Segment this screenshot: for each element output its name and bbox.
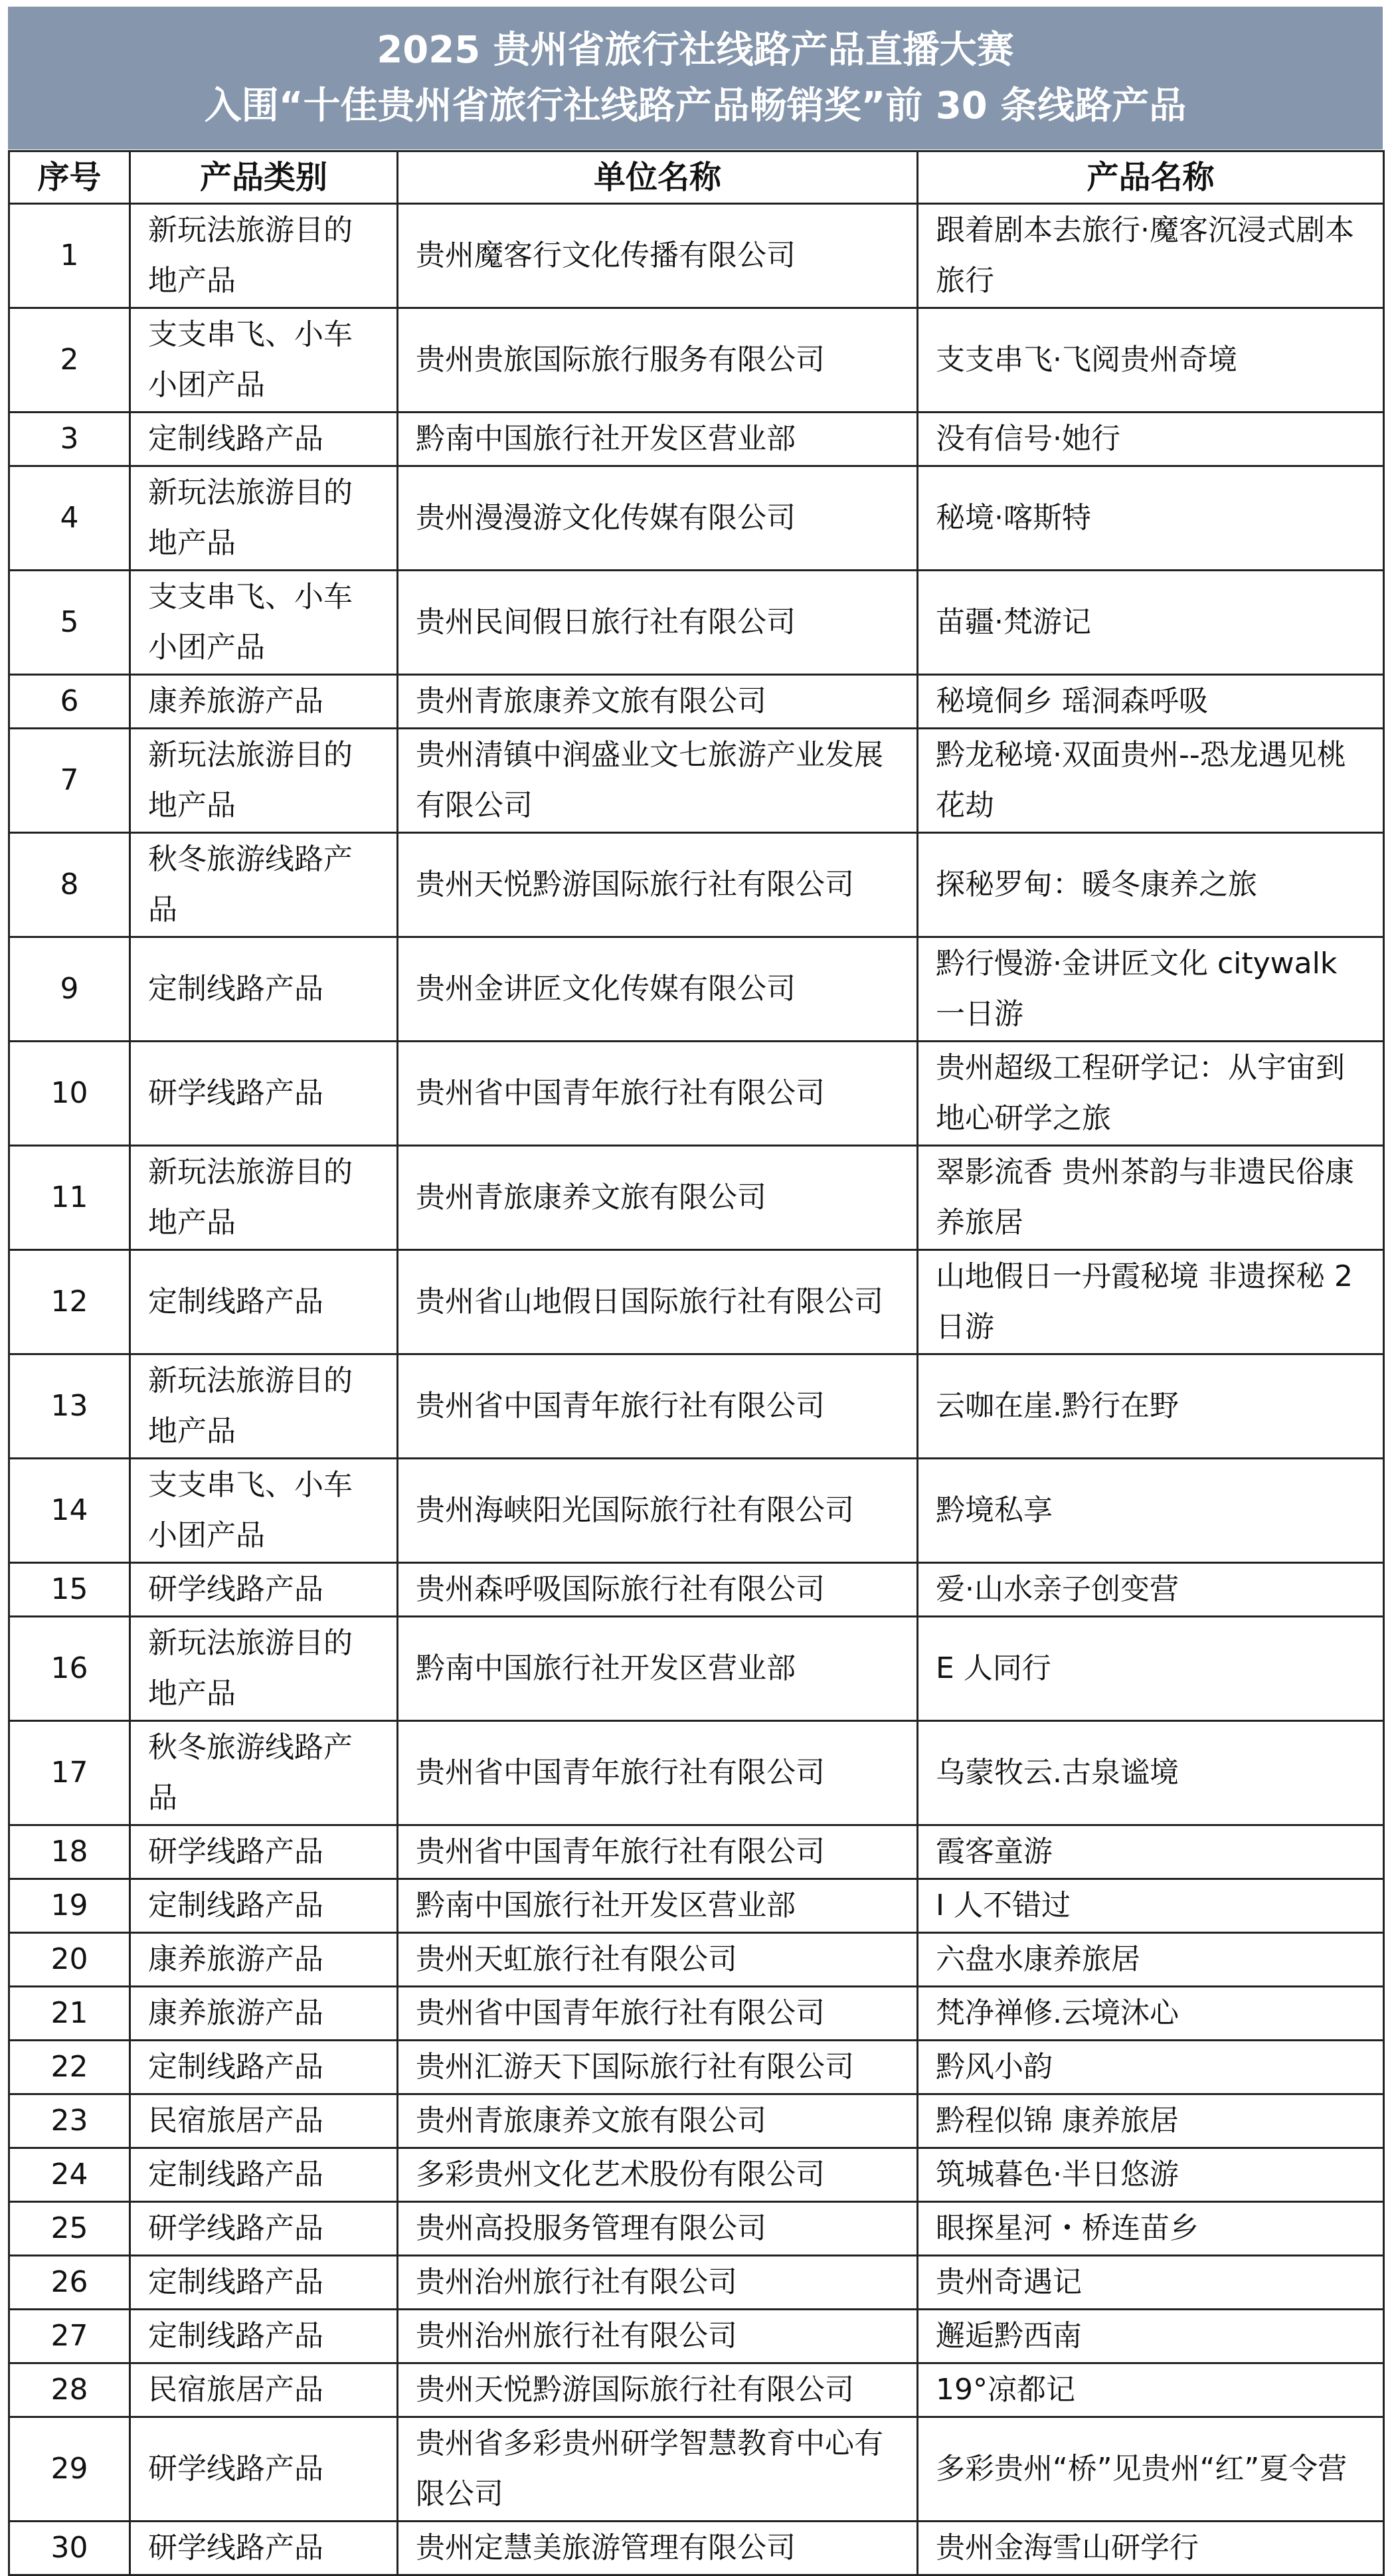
cell-product: 多彩贵州“桥”见贵州“红”夏令营 (918, 2417, 1384, 2522)
cell-company: 贵州贵旅国际旅行服务有限公司 (398, 308, 918, 413)
cell-no: 4 (9, 466, 130, 571)
cell-no: 14 (9, 1459, 130, 1563)
cell-product: 爱·山水亲子创变营 (918, 1563, 1384, 1617)
column-header-no: 序号 (9, 151, 130, 204)
cell-category: 定制线路产品 (130, 2148, 398, 2202)
cell-category: 研学线路产品 (130, 1042, 398, 1146)
cell-category: 支支串飞、小车小团产品 (130, 1459, 398, 1563)
table-row (9, 2310, 1384, 2363)
cell-no: 2 (9, 308, 130, 413)
cell-product: 贵州金海雪山研学行 (918, 2522, 1384, 2575)
table-row (9, 1354, 1384, 1459)
cell-company: 贵州清镇中润盛业文七旅游产业发展有限公司 (398, 729, 918, 833)
cell-company: 贵州省山地假日国际旅行社有限公司 (398, 1250, 918, 1354)
cell-company: 贵州省中国青年旅行社有限公司 (398, 1042, 918, 1146)
cell-product: E 人同行 (918, 1617, 1384, 1721)
cell-category: 研学线路产品 (130, 1825, 398, 1879)
table-row (9, 675, 1384, 729)
cell-no: 10 (9, 1042, 130, 1146)
cell-company: 贵州青旅康养文旅有限公司 (398, 1146, 918, 1250)
cell-product: 乌蒙牧云.古泉谧境 (918, 1721, 1384, 1825)
cell-category: 新玩法旅游目的地产品 (130, 1617, 398, 1721)
cell-no: 24 (9, 2148, 130, 2202)
cell-category: 定制线路产品 (130, 937, 398, 1042)
cell-product: 翠影流香 贵州茶韵与非遗民俗康养旅居 (918, 1146, 1384, 1250)
cell-category: 康养旅游产品 (130, 675, 398, 729)
cell-product: 苗疆·梵游记 (918, 571, 1384, 675)
cell-company: 贵州青旅康养文旅有限公司 (398, 2094, 918, 2148)
cell-no: 28 (9, 2363, 130, 2417)
cell-category: 秋冬旅游线路产品 (130, 833, 398, 937)
cell-category: 民宿旅居产品 (130, 2363, 398, 2417)
cell-no: 12 (9, 1250, 130, 1354)
title-banner (8, 7, 1383, 149)
cell-category: 定制线路产品 (130, 2041, 398, 2094)
cell-category: 新玩法旅游目的地产品 (130, 729, 398, 833)
cell-company: 贵州天虹旅行社有限公司 (398, 1933, 918, 1987)
cell-no: 8 (9, 833, 130, 937)
cell-category: 定制线路产品 (130, 2310, 398, 2363)
cell-no: 5 (9, 571, 130, 675)
table-row (9, 1250, 1384, 1354)
cell-product: 黔风小韵 (918, 2041, 1384, 2094)
cell-company: 贵州汇游天下国际旅行社有限公司 (398, 2041, 918, 2094)
cell-company: 贵州高投服务管理有限公司 (398, 2202, 918, 2256)
cell-product: 黔龙秘境·双面贵州--恐龙遇见桃花劫 (918, 729, 1384, 833)
cell-no: 3 (9, 413, 130, 466)
product-table (8, 150, 1385, 2576)
cell-category: 研学线路产品 (130, 2522, 398, 2575)
cell-company: 贵州省中国青年旅行社有限公司 (398, 1721, 918, 1825)
column-header-company: 单位名称 (398, 151, 918, 204)
cell-no: 19 (9, 1879, 130, 1933)
cell-company: 贵州金讲匠文化传媒有限公司 (398, 937, 918, 1042)
table-row (9, 204, 1384, 308)
cell-category: 定制线路产品 (130, 413, 398, 466)
cell-category: 支支串飞、小车小团产品 (130, 571, 398, 675)
cell-company: 贵州魔客行文化传播有限公司 (398, 204, 918, 308)
cell-company: 贵州省多彩贵州研学智慧教育中心有限公司 (398, 2417, 918, 2522)
table-row (9, 2094, 1384, 2148)
cell-product: 贵州超级工程研学记：从宇宙到地心研学之旅 (918, 1042, 1384, 1146)
table-row (9, 466, 1384, 571)
cell-product: 跟着剧本去旅行·魔客沉浸式剧本旅行 (918, 204, 1384, 308)
table-row (9, 2202, 1384, 2256)
cell-category: 定制线路产品 (130, 1879, 398, 1933)
cell-no: 23 (9, 2094, 130, 2148)
cell-product: 山地假日一丹霞秘境 非遗探秘 2 日游 (918, 1250, 1384, 1354)
table-row (9, 833, 1384, 937)
cell-category: 研学线路产品 (130, 2417, 398, 2522)
cell-no: 29 (9, 2417, 130, 2522)
cell-product: 黔程似锦 康养旅居 (918, 2094, 1384, 2148)
cell-category: 新玩法旅游目的地产品 (130, 204, 398, 308)
table-row (9, 1879, 1384, 1933)
table-row (9, 1459, 1384, 1563)
cell-no: 18 (9, 1825, 130, 1879)
cell-no: 30 (9, 2522, 130, 2575)
title-line-1: 2025 贵州省旅行社线路产品直播大赛 (377, 28, 1014, 72)
table-row (9, 1721, 1384, 1825)
cell-no: 27 (9, 2310, 130, 2363)
cell-category: 康养旅游产品 (130, 1933, 398, 1987)
cell-no: 9 (9, 937, 130, 1042)
cell-company: 贵州省中国青年旅行社有限公司 (398, 1987, 918, 2041)
cell-company: 贵州天悦黔游国际旅行社有限公司 (398, 2363, 918, 2417)
column-header-category: 产品类别 (130, 151, 398, 204)
cell-no: 21 (9, 1987, 130, 2041)
cell-product: 梵净禅修.云境沐心 (918, 1987, 1384, 2041)
cell-company: 贵州海峡阳光国际旅行社有限公司 (398, 1459, 918, 1563)
cell-category: 民宿旅居产品 (130, 2094, 398, 2148)
cell-no: 1 (9, 204, 130, 308)
table-row (9, 1563, 1384, 1617)
table-row (9, 2041, 1384, 2094)
cell-category: 新玩法旅游目的地产品 (130, 1354, 398, 1459)
cell-category: 研学线路产品 (130, 1563, 398, 1617)
cell-company: 黔南中国旅行社开发区营业部 (398, 413, 918, 466)
cell-no: 16 (9, 1617, 130, 1721)
cell-no: 6 (9, 675, 130, 729)
table-row (9, 1617, 1384, 1721)
cell-category: 支支串飞、小车小团产品 (130, 308, 398, 413)
cell-product: 邂逅黔西南 (918, 2310, 1384, 2363)
cell-no: 17 (9, 1721, 130, 1825)
cell-product: I 人不错过 (918, 1879, 1384, 1933)
cell-company: 黔南中国旅行社开发区营业部 (398, 1617, 918, 1721)
table-row (9, 2417, 1384, 2522)
cell-product: 秘境侗乡 瑶洞森呼吸 (918, 675, 1384, 729)
table-row (9, 729, 1384, 833)
cell-company: 贵州省中国青年旅行社有限公司 (398, 1825, 918, 1879)
table-body (9, 204, 1384, 2575)
cell-company: 贵州漫漫游文化传媒有限公司 (398, 466, 918, 571)
table-row (9, 937, 1384, 1042)
cell-company: 贵州青旅康养文旅有限公司 (398, 675, 918, 729)
cell-category: 秋冬旅游线路产品 (130, 1721, 398, 1825)
cell-no: 22 (9, 2041, 130, 2094)
cell-no: 11 (9, 1146, 130, 1250)
cell-company: 贵州森呼吸国际旅行社有限公司 (398, 1563, 918, 1617)
cell-company: 多彩贵州文化艺术股份有限公司 (398, 2148, 918, 2202)
table-row (9, 2148, 1384, 2202)
cell-company: 贵州治州旅行社有限公司 (398, 2310, 918, 2363)
cell-no: 7 (9, 729, 130, 833)
cell-no: 20 (9, 1933, 130, 1987)
cell-category: 研学线路产品 (130, 2202, 398, 2256)
table-row (9, 1825, 1384, 1879)
table-row (9, 1933, 1384, 1987)
cell-product: 霞客童游 (918, 1825, 1384, 1879)
column-header-product: 产品名称 (918, 151, 1384, 204)
cell-product: 云咖在崖.黔行在野 (918, 1354, 1384, 1459)
table-row (9, 1042, 1384, 1146)
cell-no: 13 (9, 1354, 130, 1459)
cell-product: 探秘罗甸：暖冬康养之旅 (918, 833, 1384, 937)
table-row (9, 2522, 1384, 2575)
cell-company: 黔南中国旅行社开发区营业部 (398, 1879, 918, 1933)
table-row (9, 308, 1384, 413)
title-line-2: 入围“十佳贵州省旅行社线路产品畅销奖”前 30 条线路产品 (204, 84, 1187, 128)
table-header-row (9, 151, 1384, 204)
table-row (9, 2363, 1384, 2417)
cell-product: 贵州奇遇记 (918, 2256, 1384, 2310)
table-row (9, 2256, 1384, 2310)
cell-product: 19°凉都记 (918, 2363, 1384, 2417)
cell-company: 贵州省中国青年旅行社有限公司 (398, 1354, 918, 1459)
cell-company: 贵州天悦黔游国际旅行社有限公司 (398, 833, 918, 937)
table-row (9, 1987, 1384, 2041)
cell-product: 支支串飞·飞阅贵州奇境 (918, 308, 1384, 413)
cell-category: 定制线路产品 (130, 2256, 398, 2310)
cell-company: 贵州民间假日旅行社有限公司 (398, 571, 918, 675)
cell-product: 眼探星河・桥连苗乡 (918, 2202, 1384, 2256)
cell-category: 康养旅游产品 (130, 1987, 398, 2041)
cell-no: 26 (9, 2256, 130, 2310)
cell-category: 新玩法旅游目的地产品 (130, 466, 398, 571)
cell-product: 没有信号·她行 (918, 413, 1384, 466)
cell-no: 15 (9, 1563, 130, 1617)
cell-category: 新玩法旅游目的地产品 (130, 1146, 398, 1250)
cell-product: 六盘水康养旅居 (918, 1933, 1384, 1987)
cell-product: 黔行慢游·金讲匠文化 citywalk 一日游 (918, 937, 1384, 1042)
cell-product: 黔境私享 (918, 1459, 1384, 1563)
cell-company: 贵州定慧美旅游管理有限公司 (398, 2522, 918, 2575)
table-row (9, 413, 1384, 466)
cell-company: 贵州治州旅行社有限公司 (398, 2256, 918, 2310)
cell-no: 25 (9, 2202, 130, 2256)
cell-product: 筑城暮色·半日悠游 (918, 2148, 1384, 2202)
cell-category: 定制线路产品 (130, 1250, 398, 1354)
cell-product: 秘境·喀斯特 (918, 466, 1384, 571)
table-row (9, 1146, 1384, 1250)
table-row (9, 571, 1384, 675)
